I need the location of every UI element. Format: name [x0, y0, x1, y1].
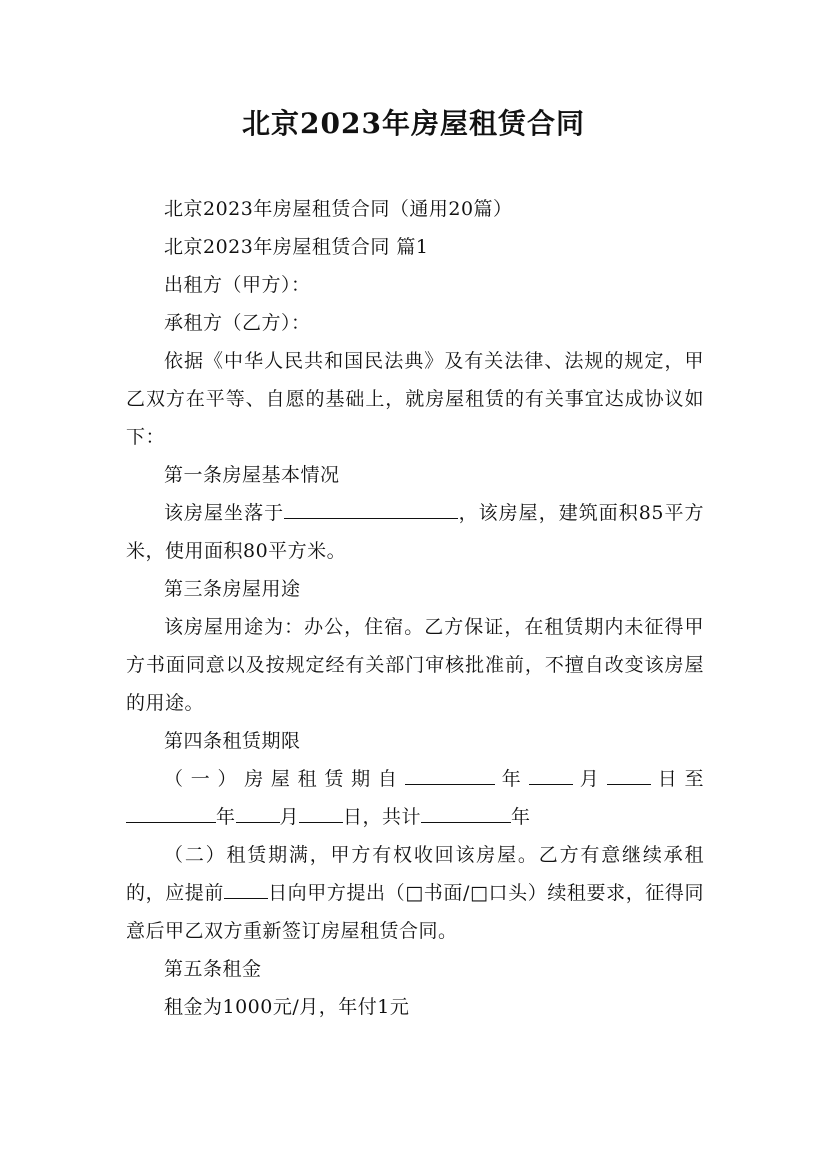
start-month-blank [529, 766, 573, 785]
end-month-blank [236, 804, 280, 823]
term-start-line [126, 760, 704, 798]
lessee-line: 承租方（乙方）： [164, 312, 311, 334]
end-year-blank [126, 804, 216, 823]
end-month-label: 月 [279, 806, 300, 828]
renewal-paragraph [126, 836, 704, 950]
total-years-blank [421, 804, 511, 823]
article-5-heading: 第五条租金 [164, 958, 262, 980]
location-blank [284, 500, 458, 519]
total-year-label: 年 [511, 806, 531, 828]
paragraph-section: 北京2023年房屋租赁合同 篇1 [164, 236, 429, 258]
preamble-paragraph: 依据《中华人民共和国民法典》及有关法律、法规的规定，甲乙双方在平等、自愿的基础上，就房屋租赁的有关事宜达成协议如下： [126, 350, 704, 448]
area-text: ，该房屋，建筑面积85平方米，使用面积80平方米。 [126, 502, 704, 562]
total-label: 日，共计 [343, 806, 422, 828]
renewal-text-b: 日向甲方提出（□书面/□口头）续租要求，征得同意后甲乙双方重新签订房屋租赁合同。 [126, 882, 704, 942]
start-day-blank [607, 766, 651, 785]
end-year-label: 年 [216, 806, 236, 828]
paragraph-heading: 北京2023年房屋租赁合同（通用20篇） [164, 198, 513, 220]
lessor-line: 出租方（甲方）： [164, 274, 311, 296]
article-1-text [126, 494, 704, 570]
article-1-heading: 第一条房屋基本情况 [164, 464, 340, 486]
month-label: 月 [572, 768, 607, 790]
start-year-blank [405, 766, 495, 785]
year-label: 年 [494, 768, 529, 790]
document-title: 北京2023年房屋租赁合同 [242, 107, 585, 140]
notice-days-blank [224, 880, 268, 899]
end-day-blank [299, 804, 343, 823]
location-label: 该房屋坐落于 [164, 502, 285, 524]
renewal-text-a: （二）租赁期满，甲方有权收回该房屋。乙方有意继续承租的，应提前 [126, 844, 704, 904]
rent-line: 租金为1000元/月，年付1元 [164, 996, 410, 1018]
term-from-label: （一）房屋租赁期自 [164, 768, 405, 790]
article-3-text: 该房屋用途为：办公，住宿。乙方保证，在租赁期内未征得甲方书面同意以及按规定经有关部门审核批准前，不擅自改变该房屋的用途。 [126, 616, 704, 714]
day-to-label: 日至 [650, 768, 704, 790]
document-body [126, 190, 704, 1026]
article-3-heading: 第三条房屋用途 [164, 578, 301, 600]
article-4-heading: 第四条租赁期限 [164, 730, 301, 752]
term-end-line [126, 798, 704, 836]
